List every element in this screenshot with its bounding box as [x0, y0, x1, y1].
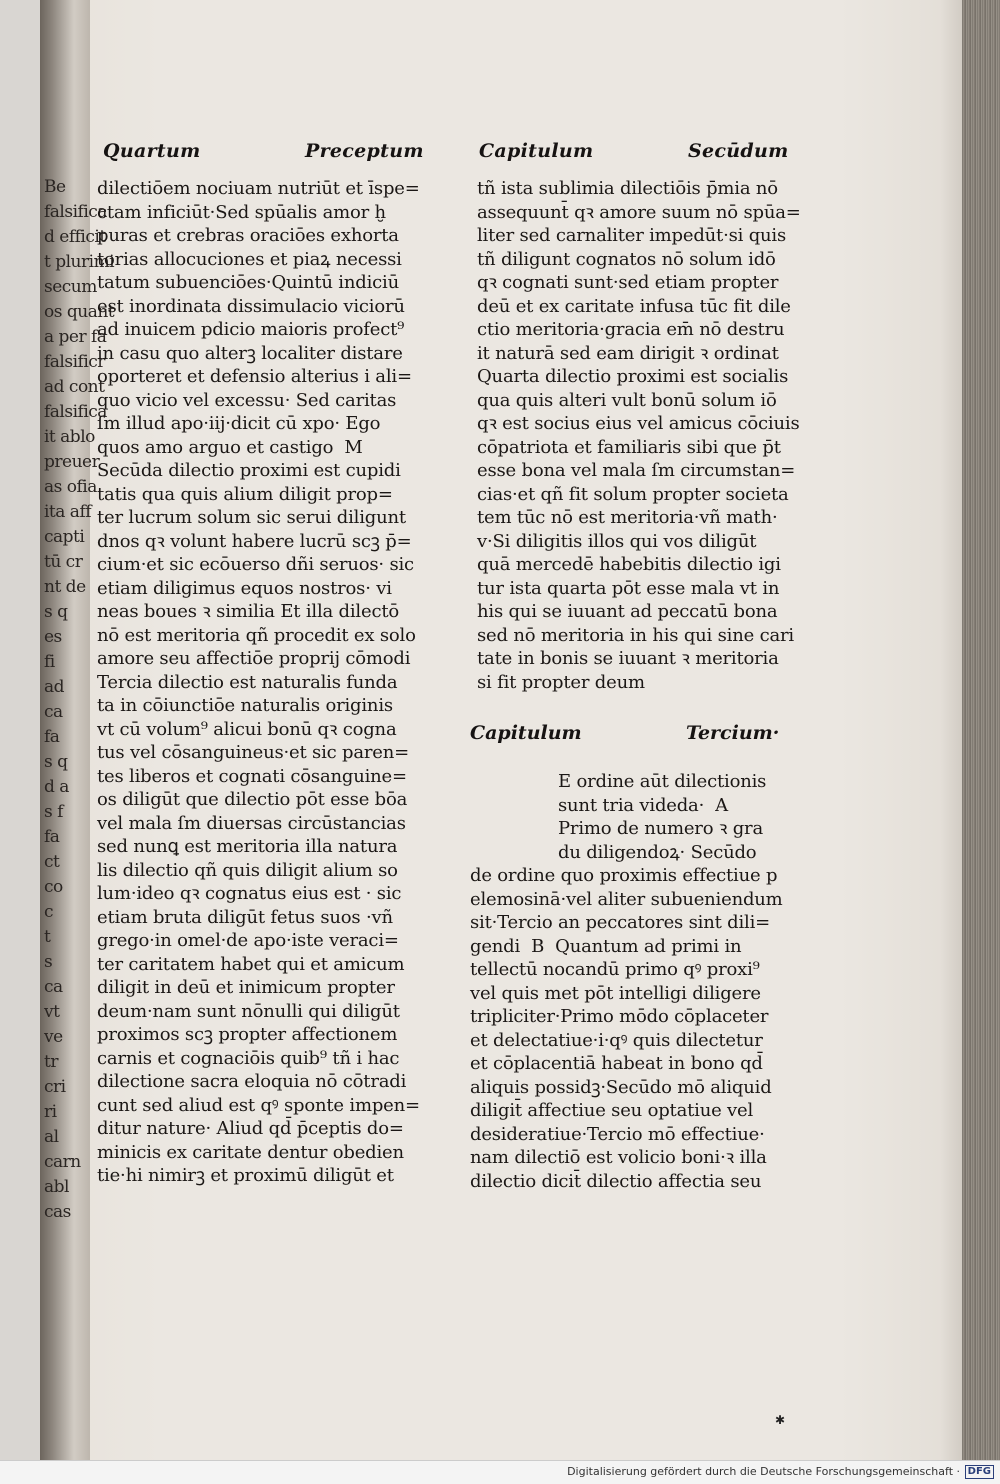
chapter-heading-tercium: Tercium· [686, 722, 780, 744]
text-line: nam dilectiō est volicio boni·ꝛ illa [470, 1147, 767, 1168]
facing-page-fragment: vt [44, 1002, 60, 1022]
text-line: cunt sed aliud est qꝰ sponte impen= [97, 1094, 420, 1116]
text-line: tes liberos et cognati cōsanguine= [97, 765, 407, 787]
text-line: ctam inficiūt·Sed spūalis amor ḫ [97, 201, 386, 223]
text-line: tripliciter·Primo mōdo cōplaceter [470, 1006, 769, 1027]
text-line: E ordine aūt dilectionis [558, 771, 767, 792]
facing-page-fragment: s q [44, 752, 68, 772]
text-line: aliquis possidꝫ·Secūdo mō aliquid [470, 1076, 772, 1098]
text-line: puras et crebras oraciōes exhorta [97, 225, 399, 246]
facing-page-fragment: s q [44, 602, 68, 622]
dfg-logo[interactable]: DFG [965, 1465, 994, 1479]
text-line: ctio meritoria·gracia em̄ nō destru [477, 319, 785, 340]
text-line: Secūda dilectio proximi est cupidi [97, 460, 401, 481]
facing-page-fragment: a per fa [44, 327, 107, 347]
text-line: qꝛ est socius eius vel amicus cōciuis [477, 413, 800, 434]
text-line: de ordine quo proximis effectiue p [470, 865, 778, 886]
text-line: his qui se iuuant ad peccatū bona [477, 601, 778, 622]
text-line: tus vel cōsanguineus·et sic paren= [97, 742, 410, 763]
facing-page-fragment: secum [44, 277, 97, 297]
text-line: lis dilectio qñ quis diligit alium so [97, 859, 398, 881]
page-stack-edges [962, 0, 1000, 1460]
text-line: ditur nature· Aliud qd̄ p̄ceptis do= [97, 1118, 404, 1139]
facing-page-fragment: ita aff [44, 502, 92, 522]
running-head-capitulum: Capitulum [479, 140, 594, 162]
text-line: tie·hi nimirꝫ et proximū diligūt et [97, 1165, 394, 1186]
text-line: deum·nam sunt nōnulli qui diligūt [97, 1000, 400, 1022]
facing-page-fragment: falsifica [44, 402, 107, 422]
text-line: dilectiōem nociuam nutriūt et īspe= [97, 178, 420, 199]
running-head-quartum: Quartum [103, 140, 201, 162]
footer-credit: Digitalisierung gefördert durch die Deutsche Forschungsgemeinschaft · [567, 1465, 960, 1478]
text-line: diligit in deū et inimicum propter [97, 977, 395, 998]
facing-page-fragment: fa [44, 727, 60, 747]
text-line: v·Si diligitis illos qui vos diligūt [477, 530, 757, 552]
text-line: lum·ideo qꝛ cognatus eius est · sic [97, 883, 402, 904]
text-line: ta in cōiunctiōe naturalis originis [97, 695, 393, 716]
text-line: ter caritatem habet qui et amicum [97, 953, 405, 975]
text-line: tate in bonis se iuuant ꝛ meritoria [477, 648, 779, 669]
facing-page-fragment: ca [44, 977, 63, 997]
text-line: du diligendoꝝ· Secūdo [558, 841, 757, 863]
facing-page-fragment: cas [44, 1202, 71, 1222]
text-line: tatis qua quis alium diligit prop= [97, 483, 393, 505]
facing-page-fragment: falsifica [44, 202, 107, 222]
text-line: Primo de numero ꝛ gra [558, 818, 763, 839]
facing-page-fragment: falsificr [44, 352, 105, 372]
facing-page-fragment: ve [44, 1027, 63, 1047]
text-line: sed nunꝗ est meritoria illa natura [97, 836, 398, 857]
text-line: ter lucrum solum sic serui diligunt [97, 507, 406, 528]
text-line: tur ista quarta pōt esse mala vt in [477, 577, 780, 599]
facing-page-fragment: preuer [44, 452, 100, 472]
facing-page-fragment: c [44, 902, 54, 922]
facing-page-fragment: abl [44, 1177, 69, 1197]
left-text-column [97, 177, 420, 1188]
facing-page-fragment: nt de [44, 577, 86, 597]
text-line: os diligūt que dilectio pōt esse bōa [97, 789, 408, 810]
text-line: ſm illud apo·iij·dicit cū xpo· Ego [97, 413, 381, 434]
text-line: neas boues ꝛ similia Et illa dilectō [97, 601, 399, 622]
text-line: assequunt̄ qꝛ amore suum nō spūa= [477, 201, 801, 223]
text-line: etiam bruta diligūt fetus suos ·vñ [97, 906, 393, 928]
right-text-column-top [477, 177, 801, 694]
text-line: amore seu affectiōe proprij cōmodi [97, 648, 411, 669]
text-line: liter sed carnaliter impedūt·si quis [477, 225, 787, 246]
text-line: dilectio dicit̄ dilectio affectia seu [470, 1170, 762, 1192]
text-line: gendi B Quantum ad primi in [470, 935, 742, 957]
facing-page-fragment: os quant [44, 302, 115, 322]
text-line: desideratiue·Tercio mō effectiue· [470, 1123, 765, 1145]
facing-page-fragment: es [44, 627, 62, 647]
facing-page-fragment: ri [44, 1102, 57, 1122]
facing-page-fragment: d a [44, 777, 69, 797]
facing-page-fragment: d efficit [44, 227, 106, 247]
text-line: vt cū volum⁹ alicui bonū qꝛ cogna [97, 718, 397, 740]
text-line: tellectū nocandū primo qꝰ proxi⁹ [470, 959, 760, 980]
text-line: tñ diligunt cognatos nō solum idō [477, 248, 776, 270]
text-line: si fit propter deum [477, 671, 645, 693]
right-text-column-bottom [470, 770, 785, 1193]
text-line: tñ ista sublimia dilectiōis p̄mia nō [477, 178, 778, 199]
text-line: dnos qꝛ volunt habere lucrū scꝫ p̄= [97, 530, 412, 552]
facing-page-fragment: ca [44, 702, 63, 722]
facing-page-fragment: Be [44, 177, 66, 197]
text-line: carnis et cognaciōis quib⁹ tñ i hac [97, 1047, 400, 1069]
text-line: qꝛ cognati sunt·sed etiam propter [477, 272, 779, 293]
facing-page-fragment: carn [44, 1152, 81, 1172]
text-line: quos amo arguo et castigo M [97, 436, 363, 458]
text-line: diligit̄ affectiue seu optatiue vel [470, 1100, 754, 1121]
text-line: Tercia dilectio est naturalis funda [97, 671, 398, 693]
text-line: et delectatiue·i·qꝰ quis dilectetur [470, 1029, 763, 1051]
text-line: vel mala ſm diuersas circūstancias [97, 812, 406, 834]
text-line: sit·Tercio an peccatores sint dili= [470, 912, 771, 933]
text-line: et cōplacentiā habeat in bono qd̄ [470, 1053, 763, 1074]
text-line: esse bona vel mala ſm circumstan= [477, 460, 796, 481]
text-line: Quarta dilectio proximi est socialis [477, 366, 789, 387]
facing-page-fragment: capti [44, 527, 85, 547]
text-line: torias allocuciones et piaꝝ necessi [97, 248, 402, 270]
facing-page-fragment: as ofia [44, 477, 97, 497]
text-line: etiam diligimus equos nostros· vi [97, 577, 392, 599]
facing-page-fragment: it ablo [44, 427, 95, 447]
text-line: cium·et sic ecōuerso dñi seruos· sic [97, 554, 414, 575]
facing-page-fragment: s f [44, 802, 63, 822]
text-line: vel quis met pōt intelligi diligere [470, 982, 761, 1004]
facing-page-fragment: cri [44, 1077, 66, 1097]
text-line: in casu quo alterꝫ localiter distare [97, 342, 403, 364]
digitization-footer [0, 1460, 1000, 1484]
text-line: tem tūc nō est meritoria·vñ math· [477, 507, 778, 528]
text-line: qua quis alteri vult bonū solum iō [477, 389, 777, 411]
facing-page-fragment: fa [44, 827, 60, 847]
text-line: tatum subuenciōes·Quintū indiciū [97, 272, 399, 293]
text-line: oporteret et defensio alterius i ali= [97, 366, 412, 387]
text-line: est inordinata dissimulacio viciorū [97, 295, 405, 317]
text-line: grego·in omel·de apo·iste veraci= [97, 930, 399, 951]
text-line: quā mercedē habebitis dilectio igi [477, 554, 781, 575]
text-line: dilectione sacra eloquia nō cōtradi [97, 1071, 407, 1092]
text-line: minicis ex caritate dentur obedien [97, 1141, 404, 1163]
text-line: sed nō meritoria in his qui sine cari [477, 624, 794, 646]
facing-page-fragment: co [44, 877, 63, 897]
chapter-heading-capitulum: Capitulum [470, 722, 582, 744]
facing-page-fragment: ad [44, 677, 65, 697]
facing-page-fragment: ad cont [44, 377, 105, 397]
facing-page-fragment: tū cr [44, 552, 83, 572]
signature-mark: ✱ [775, 1413, 786, 1427]
text-line: cōpatriota et familiaris sibi que p̄t [477, 436, 781, 458]
facing-page-fragment: s [44, 952, 53, 972]
facing-page-fragment: al [44, 1127, 59, 1147]
running-head-secundum: Secūdum [688, 140, 789, 162]
text-line: cias·et qñ fit solum propter societa [477, 483, 789, 505]
text-line: deū et ex caritate infusa tūc fit dile [477, 295, 791, 317]
text-line: quo vicio vel excessu· Sed caritas [97, 389, 397, 411]
facing-page-edge [40, 0, 115, 1460]
facing-page-fragment: fi [44, 652, 55, 672]
text-line: nō est meritoria qñ procedit ex solo [97, 624, 416, 646]
text-line: elemosinā·vel aliter subueniendum [470, 888, 783, 910]
text-line: proximos scꝫ propter affectionem [97, 1024, 398, 1045]
facing-page-fragment: tr [44, 1052, 58, 1072]
facing-page-fragment: t [44, 927, 51, 947]
text-line: ad inuicem pdicio maioris profect⁹ [97, 319, 405, 340]
facing-page-fragment: ct [44, 852, 60, 872]
facing-page-fragment: t plurimi [44, 252, 115, 272]
running-head-preceptum: Preceptum [305, 140, 424, 162]
text-line: sunt tria videda· A [558, 794, 728, 816]
text-line: it naturā sed eam dirigit ꝛ ordinat [477, 342, 779, 364]
